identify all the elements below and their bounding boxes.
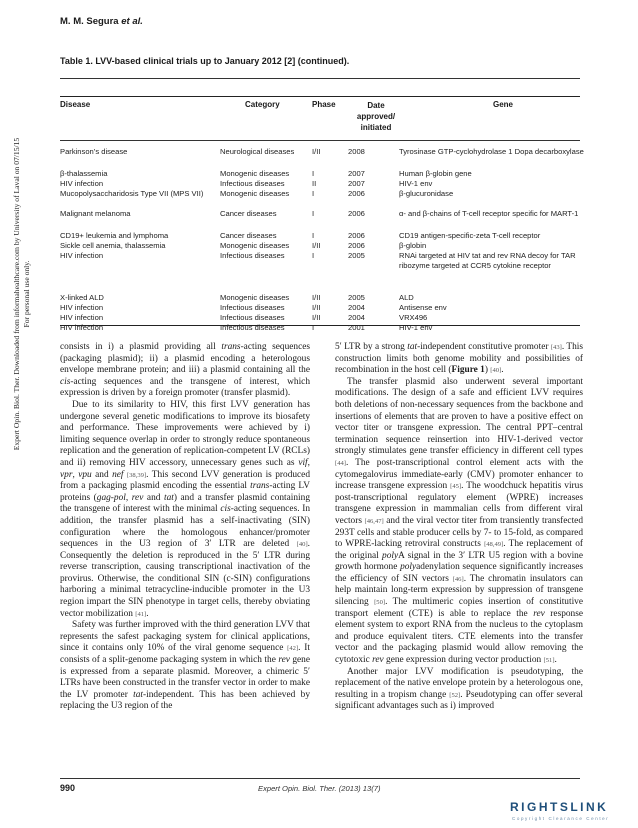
paragraph: Due to its similarity to HIV, this first LVV generation has undergone several genetic modifications to improve its biosafety and performance. These improvements were achieved by i) limiting sequence overlap in order to strongly reduce spontaneous replication and the generation of replication-competent LV (RCLs) and ii) removing HIV accessory, unnecessary genes such as vif, vpr, vpu and nef [38,39]. This second LVV generation is produced from a packaging plasmid encoding the essential trans-acting LV proteins (gag-pol, rev and tat) and a transfer plasmid containing the transgene of interest with the minimal cis-acting sequences. In addition, the transfer plasmid has a self-inactivating (SIN) configuration where the homologous enhancer/promoter sequences in the U3 region of 3′ LTR are deleted [40]. Consequently the deletion is reproduced in the 5′ LTR during reverse transcription, causing transcriptional inactivation of the provirus. Otherwise, the conditional SIN (c-SIN) configurations harboring a minimal tetracycline-inducible promoter in the U3 region impart the SIN phenotype in target cells, thereby obviating vector mobilization [41].: [60, 399, 311, 619]
cell-gene: ALD: [399, 293, 414, 302]
cell-category: Infectious diseases: [220, 179, 285, 188]
cell-category: Monogenic diseases: [220, 241, 290, 250]
table-row: [60, 189, 580, 209]
cell-disease: HIV infection: [60, 323, 104, 332]
table-row: [60, 241, 580, 251]
cell-disease: HIV infection: [60, 179, 104, 188]
cell-category: Cancer diseases: [220, 209, 277, 218]
cell-category: Neurological diseases: [220, 147, 295, 156]
cell-phase: I: [312, 189, 315, 198]
cell-gene: VRX496: [399, 313, 428, 322]
cell-disease: Mucopolysaccharidosis Type VII (MPS VII): [60, 189, 204, 198]
cell-disease: β-thalassemia: [60, 169, 108, 178]
cell-date: 2006: [348, 231, 365, 240]
cell-disease: Malignant melanoma: [60, 209, 131, 218]
cell-gene: HIV-1 env: [399, 323, 433, 332]
cell-gene: β-globin: [399, 241, 427, 250]
table-row: [60, 179, 580, 189]
table-header-top-rule: [60, 96, 580, 97]
cell-phase: II: [312, 179, 317, 188]
cell-category: Infectious diseases: [220, 313, 285, 322]
cell-disease: Sickle cell anemia, thalassemia: [60, 241, 166, 250]
cell-category: Infectious diseases: [220, 323, 285, 332]
cell-date: 2006: [348, 189, 365, 198]
cell-disease: Parkinson’s disease: [60, 147, 128, 156]
cell-date: 2005: [348, 251, 365, 260]
cell-phase: I: [312, 169, 315, 178]
table-bottom-rule: [60, 325, 580, 326]
cell-phase: I/II: [312, 313, 321, 322]
col-header-date: [346, 100, 406, 133]
cell-category: Infectious diseases: [220, 251, 285, 260]
cell-gene: RNAi targeted at HIV tat and rev RNA decoy for TAR ribozyme targeted at CCR5 cytokine receptor: [399, 251, 576, 270]
cell-gene: Antisense env: [399, 303, 447, 312]
authors-name: M. M. Segura: [60, 16, 119, 27]
cell-gene: α- and β-chains of T-cell receptor specific for MART-1: [399, 209, 579, 218]
cell-phase: I: [312, 209, 315, 218]
download-notice: [6, 0, 38, 600]
cell-date: 2004: [348, 313, 365, 322]
cell-gene: CD19 antigen-specific-zeta T-cell receptor: [399, 231, 541, 240]
paragraph: Another major LVV modification is pseudotyping, the replacement of the native envelope protein by a heterologous one, resulting in a tropism change [52]. Pseudotyping can offer several significant advantages such as i) improved: [335, 666, 583, 712]
cell-category: Monogenic diseases: [220, 189, 290, 198]
cell-date: 2007: [348, 179, 365, 188]
body-column-right: [335, 342, 583, 713]
col-header-gene: Gene: [493, 100, 514, 109]
cell-phase: I/II: [312, 293, 321, 302]
table-row: [60, 303, 580, 313]
download-notice-line1: Expert Opin. Biol. Ther. Downloaded from informahealthcare.com by University of Laval on 07/15/15: [12, 137, 21, 451]
table-row: [60, 209, 580, 231]
col-header-date-line3: initiated: [360, 123, 392, 132]
paragraph: The transfer plasmid also underwent several important modifications. The design of a safe and efficient LVV requires both deletions of non-necessary sequences from the backbone and insertions of elements that are proven to have a positive effect on vector titer or transgene expression. The central PPT–central termination sequence reinsertion into HIV-1-derived vector strongly stimulates gene transfer efficiency in different cell types [44]. The post-transcriptional control element acts with the cytomegalovirus immediate-early (CMV) promoter enhancer to increase transgene expression [45]. The woodchuck hepatitis virus post-transcriptional regulatory element (WPRE) increases transgene expression in mammalian cells from different viral vectors [46,47] and the viral vector titer from transiently transfected 293T cells and stable producer cells by 7- to 15-fold, as compared to WPRE-lacking retroviral constructs [48,49]. The replacement of the original polyA signal in the 3′ LTR U5 region with a bovine growth hormone polyadenylation sequence significantly increases the efficiency of SIN vectors [46]. The chromatin insulators can help maintain long-term expression by suppression of transgene silencing [50]. The multimeric copies insertion of constitutive transport element (CTE) is able to replace the rev response element system to export RNA from the nucleus to the cytoplasm and produce equivalent titers. CTE elements into the transfer vector and the packaging plasmid would allow removing the cytotoxic rev gene expression during vector production [51].: [335, 376, 584, 666]
cell-phase: I/II: [312, 241, 321, 250]
download-notice-line2: For personal use only.: [22, 260, 31, 328]
rightslink-logo-text: RIGHTSLINK: [510, 800, 609, 814]
cell-gene: β-glucuronidase: [399, 189, 454, 198]
cell-disease: HIV infection: [60, 313, 104, 322]
cell-category: Infectious diseases: [220, 303, 285, 312]
cell-category: Monogenic diseases: [220, 293, 290, 302]
table-row: [60, 147, 584, 169]
table-row: [60, 293, 580, 303]
table-body: [60, 147, 584, 333]
cell-date: 2004: [348, 303, 365, 312]
col-header-date-line2: approved/: [356, 112, 396, 121]
cell-date: 2005: [348, 293, 365, 302]
rightslink-logo: [510, 800, 632, 824]
cell-phase: I: [312, 323, 315, 332]
paragraph: 5′ LTR by a strong tat-independent constitutive promoter [43]. This construction limits both genome mobility and possibilities of recombination in the host cell (Figure 1) [40].: [335, 342, 583, 376]
cell-date: 2006: [348, 209, 365, 218]
cell-date: 2006: [348, 241, 365, 250]
paragraph: consists in i) a plasmid providing all trans-acting sequences (packaging plasmid); ii) a plasmid encoding a heterologous envelope membrane protein; and iii) a plasmid containing all the cis-acting sequences and the transgene of interest, which expression is driven by a foreign promoter (transfer plasmid).: [60, 342, 311, 399]
cell-phase: I/II: [312, 147, 321, 156]
cell-category: Cancer diseases: [220, 231, 277, 240]
cell-date: 2001: [348, 323, 365, 332]
cell-disease: HIV infection: [60, 251, 104, 260]
col-header-phase: Phase: [312, 100, 336, 109]
journal-citation: Expert Opin. Biol. Ther. (2013) 13(7): [258, 784, 381, 793]
cell-disease: CD19+ leukemia and lymphoma: [60, 231, 169, 240]
table-row: [60, 251, 580, 293]
cell-gene: HIV-1 env: [399, 179, 433, 188]
cell-disease: X-linked ALD: [60, 293, 104, 302]
cell-date: 2007: [348, 169, 365, 178]
rightslink-logo-subtext: Copyright Clearance Center: [512, 816, 610, 821]
table-title: Table 1. LVV-based clinical trials up to January 2012 [2] (continued).: [60, 56, 350, 66]
page-number: 990: [60, 783, 76, 793]
cell-gene: Human β-globin gene: [399, 169, 472, 178]
table-row: [60, 231, 580, 241]
cell-phase: I: [312, 231, 315, 240]
footer-rule: [60, 778, 580, 779]
cell-phase: I: [312, 251, 315, 260]
table-row: [60, 313, 580, 323]
cell-phase: I/II: [312, 303, 321, 312]
table-row: [60, 169, 580, 179]
table-top-rule: [60, 78, 580, 79]
running-header-authors: [60, 16, 143, 27]
table-header-bottom-rule: [60, 140, 580, 141]
cell-disease: HIV infection: [60, 303, 104, 312]
col-header-date-line1: Date: [367, 101, 385, 110]
cell-gene: Tyrosinase GTP-cyclohydrolase 1 Dopa decarboxylase: [399, 147, 584, 156]
paragraph: Safety was further improved with the third generation LVV that represents the safest packaging system for clinical applications, since it contains only 10% of the viral genome sequence [42]. It consists of a split-genome packaging system in which the rev gene is expressed from a separate plasmid. Moreover, a chimeric 5′ LTRs have been constructed in the transfer vector in order to make the LV promoter tat-independent. This has been achieved by replacing the U3 region of the: [60, 620, 311, 712]
col-header-disease: Disease: [60, 100, 91, 109]
col-header-category: Category: [245, 100, 280, 109]
cell-category: Monogenic diseases: [220, 169, 290, 178]
cell-date: 2008: [348, 147, 365, 156]
body-column-left: [60, 342, 310, 713]
authors-suffix: et al.: [121, 16, 143, 27]
